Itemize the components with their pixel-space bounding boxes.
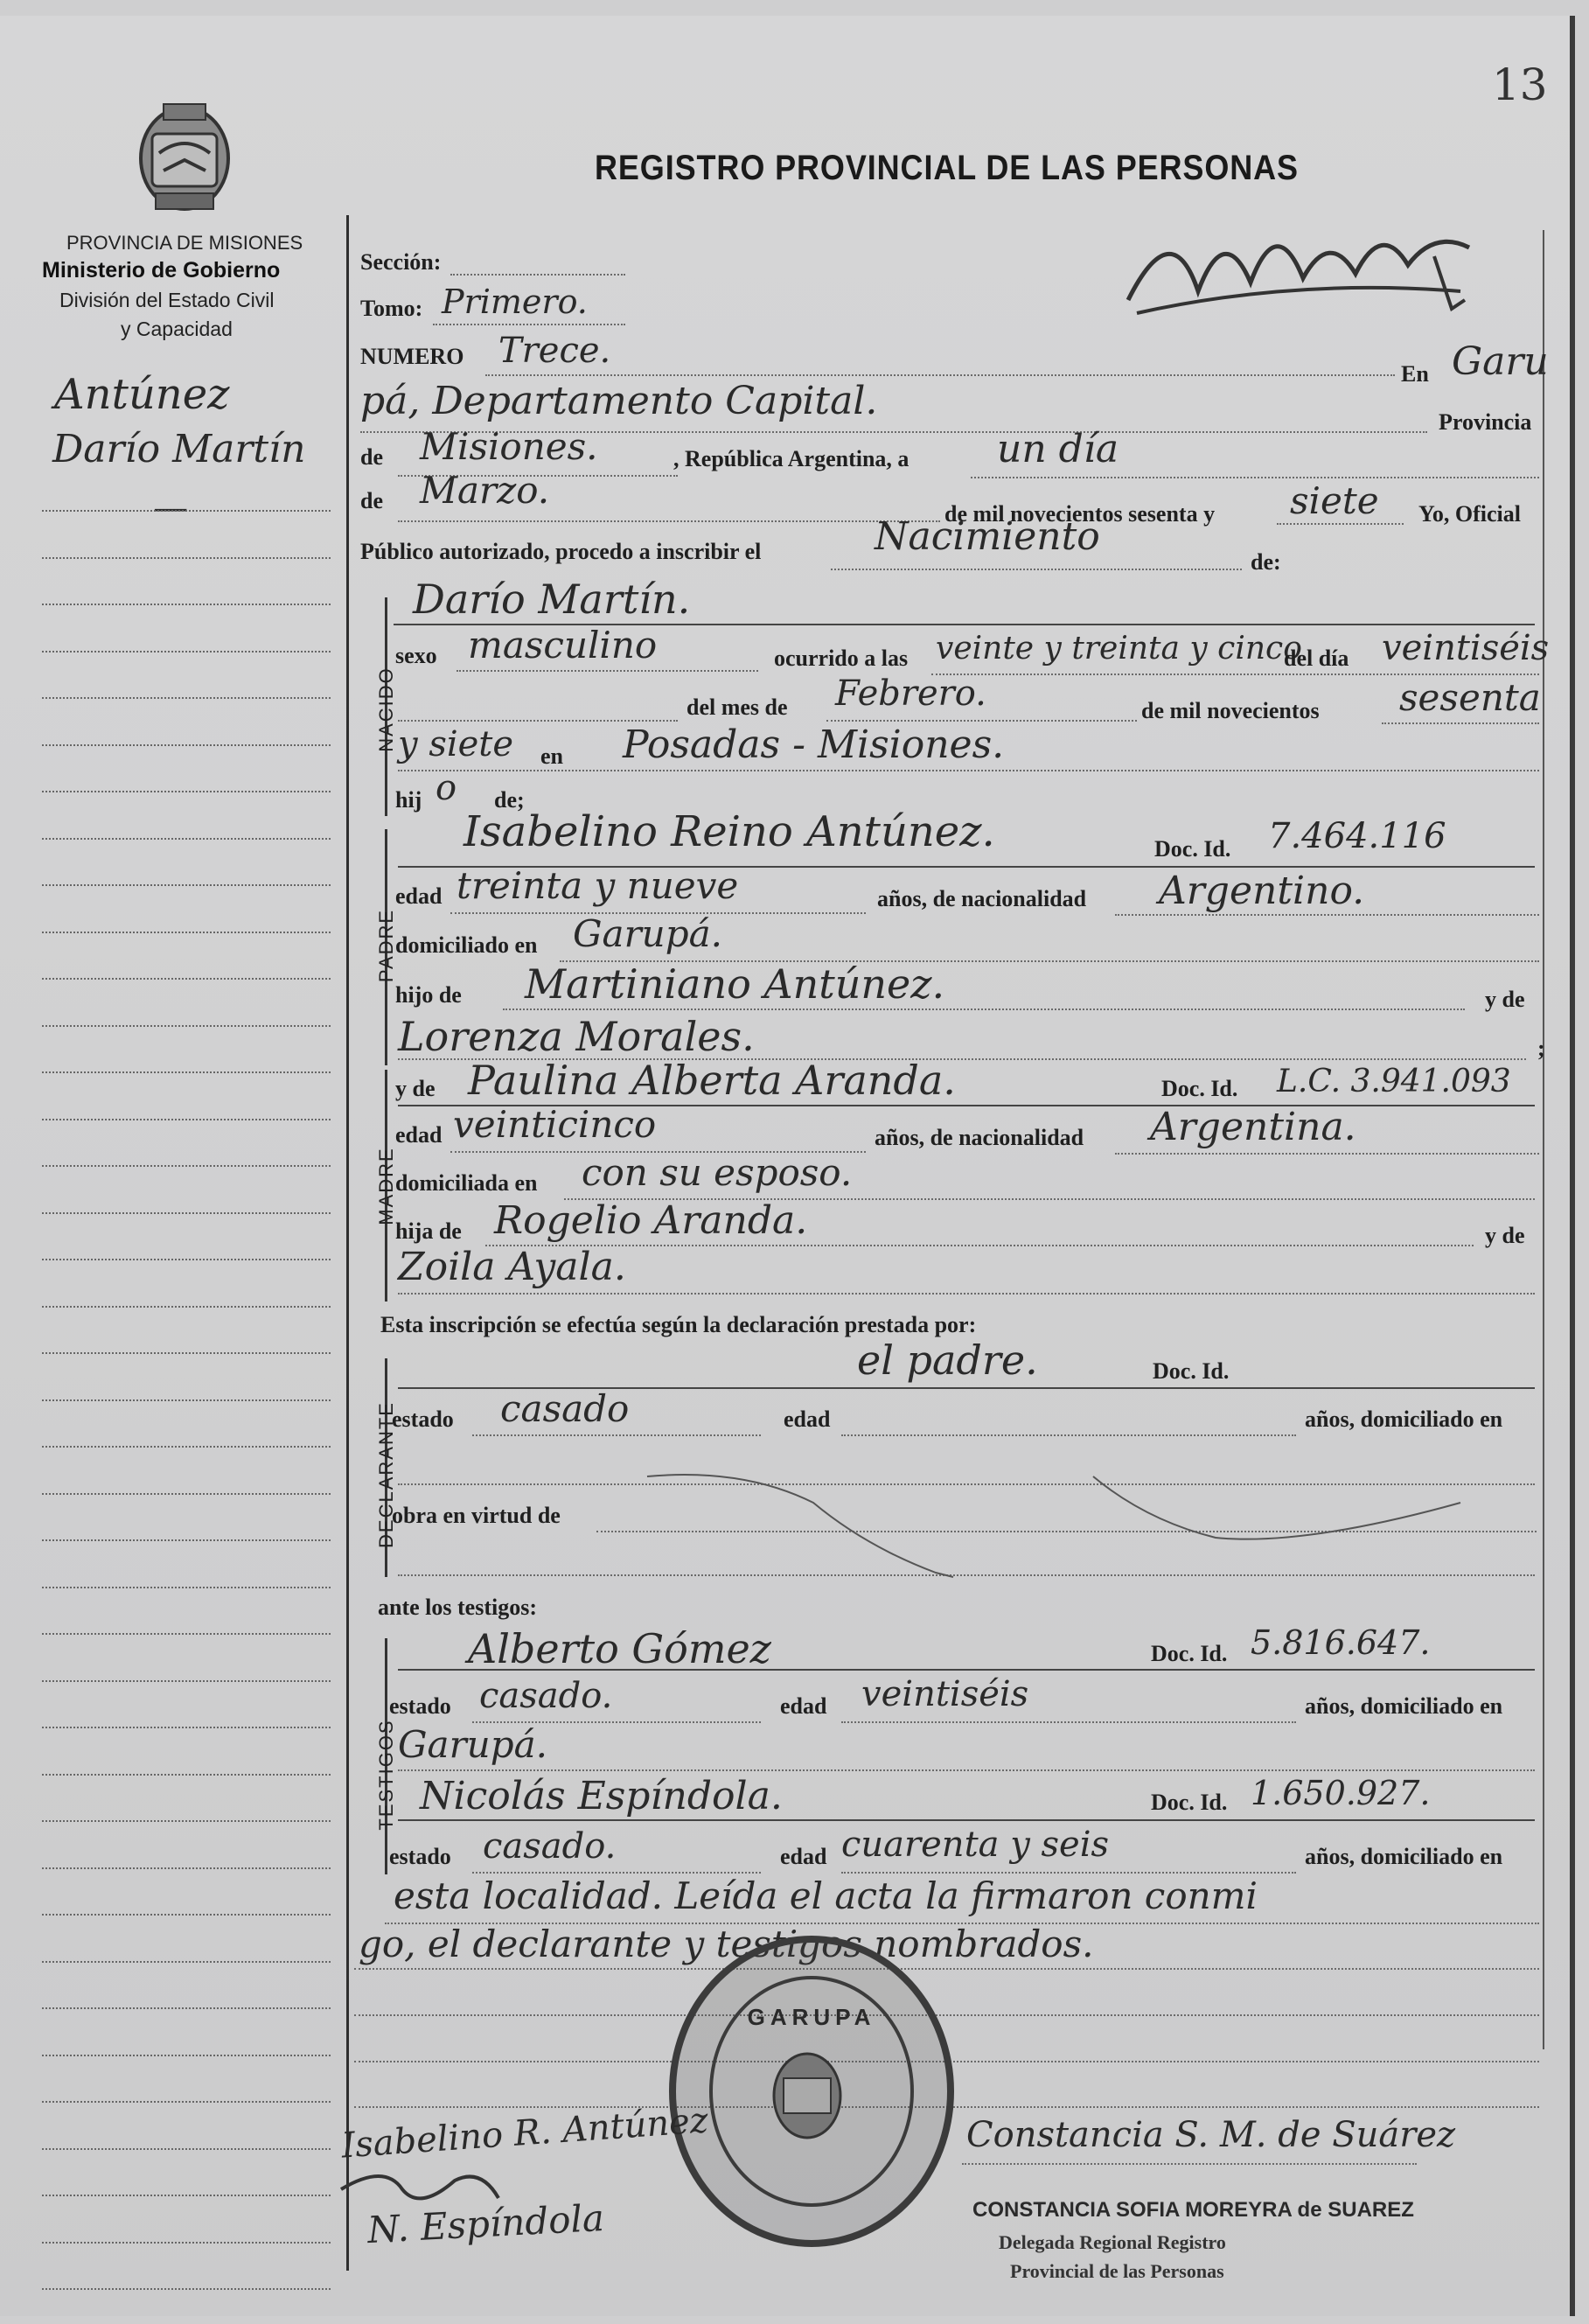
testigo2-doc-value: 1.650.927.	[1251, 1774, 1431, 1812]
margin-ruled-line	[42, 1071, 331, 1073]
form-right-border	[1543, 230, 1544, 2049]
margin-dash: —	[153, 488, 188, 528]
birth-certificate	[0, 16, 1575, 2316]
testigo2-line	[398, 1819, 1535, 1821]
cierre-line-2	[354, 1968, 1539, 1970]
ministry-name: Ministerio de Gobierno	[42, 258, 281, 283]
sexo-label: sexo	[395, 643, 437, 668]
testigo2-edad-line	[841, 1872, 1296, 1874]
madre-padre-line	[485, 1245, 1474, 1246]
mes-nac-value: Febrero.	[835, 673, 986, 714]
margin-ruled-line	[42, 1727, 331, 1728]
hij-label: hij	[395, 787, 422, 813]
declarante-estado-line	[472, 1434, 761, 1436]
testigo1-edad-label: edad	[780, 1693, 827, 1719]
margin-ruled-line	[42, 510, 331, 512]
testigo1-dom-value: Garupá.	[398, 1723, 547, 1766]
de-label-1: de	[360, 444, 383, 470]
de-semi-label: de;	[494, 787, 525, 813]
margin-ruled-line	[42, 1259, 331, 1260]
padre-nac-value: Argentino.	[1159, 869, 1365, 913]
anio-nac-value-2: y siete	[398, 724, 514, 764]
margin-ruled-line	[42, 1774, 331, 1776]
testigo1-nombre-value: Alberto Gómez	[468, 1625, 771, 1672]
division-line-2: y Capacidad	[121, 318, 233, 340]
margin-ruled-line	[42, 1820, 331, 1822]
ante-label: ante los testigos:	[378, 1595, 537, 1620]
declarante-estado-label: estado	[392, 1406, 454, 1432]
del-mes-label: del mes de	[686, 694, 788, 720]
margin-ruled-line	[42, 884, 331, 886]
margin-ruled-line	[42, 2007, 331, 2009]
margin-ruled-line	[42, 1352, 331, 1354]
testigo2-edad-label: edad	[780, 1844, 827, 1869]
madre-doc-label: Doc. Id.	[1161, 1076, 1238, 1101]
mes-nac-line	[826, 720, 1137, 722]
declarante-edad-line	[841, 1434, 1296, 1436]
padre-edad-label: edad	[395, 883, 443, 909]
madre-dom-label: domiciliada en	[395, 1170, 538, 1196]
margin-ruled-line	[42, 1867, 331, 1869]
tomo-label: Tomo:	[360, 296, 423, 321]
lugar-nac-value: Posadas - Misiones.	[623, 722, 1005, 767]
margin-ruled-line	[42, 1539, 331, 1541]
testigo2-dom-label: años, domiciliado en	[1305, 1844, 1503, 1869]
madre-side-label: MADRE	[375, 1147, 397, 1225]
mes-nac-lead-line	[398, 720, 678, 722]
margin-surname: Antúnez	[54, 370, 230, 419]
testigo1-estado-value: casado.	[479, 1676, 613, 1716]
division-line-1: División del Estado Civil	[59, 289, 275, 311]
registration-signature	[1119, 195, 1487, 326]
inscripcion-label: Esta inscripción se efectúa según la declaración prestada por:	[380, 1312, 977, 1337]
margin-ruled-line	[42, 1680, 331, 1682]
republica-label: , República Argentina, a	[673, 446, 909, 471]
margin-ruled-line	[42, 651, 331, 653]
en-label: En	[1401, 361, 1429, 387]
cierre-line-1-value: esta localidad. Leída el acta la firmaron conmi	[394, 1874, 1258, 1917]
testigo1-edad-value: veintiséis	[861, 1674, 1029, 1714]
de-colon-label: de:	[1251, 549, 1281, 575]
testigo2-estado-value: casado.	[483, 1826, 617, 1867]
margin-ruled-line	[42, 2101, 331, 2103]
numero-line	[485, 374, 1395, 376]
anio-nac-value-1: sesenta	[1399, 676, 1541, 719]
padre-dom-label: domiciliado en	[395, 932, 538, 958]
witness-signature: N. Espíndola	[366, 2195, 606, 2252]
madre-hija-de-label: hija de	[395, 1218, 462, 1244]
padre-doc-value: 7.464.116	[1268, 816, 1446, 856]
testigo1-edad-line	[841, 1721, 1296, 1723]
madre-nac-line	[1115, 1153, 1539, 1155]
registry-title: REGISTRO PROVINCIAL DE LAS PERSONAS	[595, 149, 1299, 187]
padre-hijo-de-label: hijo de	[395, 982, 462, 1008]
madre-edad-label: edad	[395, 1122, 443, 1148]
margin-ruled-line	[42, 1025, 331, 1027]
margin-ruled-line	[42, 1587, 331, 1588]
tomo-value: Primero.	[442, 283, 588, 321]
madre-dom-value: con su esposo.	[582, 1151, 853, 1194]
margin-ruled-line	[42, 2288, 331, 2290]
padre-nombre-value: Isabelino Reino Antúnez.	[463, 807, 995, 856]
margin-ruled-line	[42, 1493, 331, 1495]
provincia-label: Provincia	[1439, 409, 1532, 435]
declarante-estado-value: casado	[500, 1387, 630, 1430]
margin-ruled-line	[42, 1212, 331, 1214]
declarante-cancel-stroke	[638, 1468, 1495, 1581]
dia-value: un día	[997, 427, 1119, 471]
testigos-side-label: TESTIGOS	[375, 1719, 397, 1831]
padre-side-label: PADRE	[375, 908, 397, 983]
padre-nac-line	[1115, 914, 1539, 916]
margin-ruled-line	[42, 697, 331, 699]
madre-y-de-end-label: y de	[1485, 1223, 1525, 1248]
testigo1-doc-value: 5.816.647.	[1251, 1623, 1431, 1662]
cierre-line-2-value: go, el declarante y testigos nombrados.	[359, 1923, 1094, 1965]
official-title-2: Provincial de las Personas	[1010, 2260, 1224, 2282]
declarante-dom-label: años, domiciliado en	[1305, 1406, 1503, 1432]
madre-nac-label: años, de nacionalidad	[875, 1125, 1084, 1150]
dia-nac-value: veintiséis	[1382, 628, 1550, 668]
margin-ruled-line	[42, 1119, 331, 1120]
padre-padre-value: Martiniano Antúnez.	[525, 960, 945, 1008]
lugar-value-1: Garu	[1452, 339, 1549, 384]
official-handwritten-signature: Constancia S. M. de Suárez	[966, 2115, 1456, 2155]
sexo-line	[456, 670, 758, 672]
province-emblem	[133, 99, 236, 221]
provincia-value: Misiones.	[420, 425, 598, 468]
madre-doc-value: L.C. 3.941.093	[1277, 1064, 1511, 1099]
stamp-text: GARUPA	[747, 2004, 876, 2030]
declarante-doc-label: Doc. Id.	[1153, 1358, 1230, 1384]
margin-ruled-line	[42, 2148, 331, 2150]
acto-value: Nacimiento	[875, 514, 1100, 559]
madre-nac-value: Argentina.	[1150, 1105, 1356, 1149]
form-divider	[346, 215, 349, 2271]
padre-semicolon: ;	[1537, 1036, 1545, 1061]
official-signature-line	[962, 2163, 1417, 2165]
margin-ruled-line	[42, 1446, 331, 1448]
margin-names: Darío Martín	[52, 427, 306, 471]
testigo1-line	[398, 1669, 1535, 1671]
declarante-side-label: DECLARANTE	[375, 1401, 397, 1548]
hora-value: veinte y treinta y cinco	[936, 631, 1302, 666]
del-dia-label: del día	[1284, 646, 1349, 671]
padre-padre-line	[503, 1008, 1465, 1010]
madre-madre-line	[398, 1293, 1535, 1295]
margin-ruled-line	[42, 1961, 331, 1963]
nacido-side-label: NACIDO	[375, 666, 397, 752]
official-stamp	[669, 1936, 954, 2247]
margin-ruled-line	[42, 791, 331, 792]
obra-label: obra en virtud de	[392, 1503, 561, 1528]
margin-ruled-line	[42, 2195, 331, 2196]
lugar-nac-line	[398, 770, 1539, 771]
father-signature: Isabelino R. Antúnez	[339, 2100, 710, 2167]
lugar-value-2: pá, Departamento Capital.	[360, 379, 878, 423]
nombre-value: Darío Martín.	[413, 576, 691, 623]
anio-value: siete	[1290, 479, 1379, 522]
testigo1-estado-label: estado	[389, 1693, 451, 1719]
testigo2-nombre-value: Nicolás Espíndola.	[420, 1774, 783, 1818]
madre-edad-value: veinticinco	[453, 1103, 657, 1146]
padre-nac-label: años, de nacionalidad	[877, 886, 1087, 911]
declarante-edad-label: edad	[784, 1406, 831, 1432]
madre-y-de-label: y de	[395, 1076, 436, 1101]
testigo1-dom-label: años, domiciliado en	[1305, 1693, 1503, 1719]
numero-value: Trece.	[498, 331, 611, 371]
yo-oficial-label: Yo, Oficial	[1418, 501, 1521, 527]
en-lugar-label: en	[540, 743, 563, 769]
seccion-line	[450, 274, 625, 276]
anio-line	[1277, 523, 1404, 525]
dia-line	[971, 477, 1539, 478]
margin-ruled-line	[42, 557, 331, 559]
margin-ruled-line	[42, 2055, 331, 2056]
declarante-value: el padre.	[857, 1336, 1038, 1384]
margin-ruled-line	[42, 978, 331, 980]
mes-value: Marzo.	[420, 469, 550, 512]
margin-ruled-line	[42, 1399, 331, 1401]
margin-ruled-line	[42, 838, 331, 840]
madre-madre-value: Zoila Ayala.	[398, 1245, 626, 1289]
margin-ruled-line	[42, 604, 331, 605]
margin-ruled-line	[42, 744, 331, 746]
testigo2-doc-label: Doc. Id.	[1151, 1790, 1228, 1815]
margin-ruled-line	[42, 1633, 331, 1635]
de-label-2: de	[360, 488, 383, 513]
hora-line	[931, 673, 1539, 675]
testigo1-dom-line	[398, 1769, 1535, 1771]
mes-line	[398, 520, 940, 522]
padre-dom-value: Garupá.	[573, 912, 722, 955]
stamp-emblem	[768, 2048, 847, 2144]
de-mil-nov-label: de mil novecientos	[1141, 698, 1320, 723]
padre-doc-label: Doc. Id.	[1154, 836, 1231, 862]
numero-label: NUMERO	[360, 344, 464, 369]
testigo1-doc-label: Doc. Id.	[1151, 1641, 1228, 1666]
padre-madre-value: Lorenza Morales.	[398, 1013, 755, 1060]
publico-label: Público autorizado, procedo a inscribir el	[360, 539, 762, 564]
margin-ruled-line	[42, 1914, 331, 1916]
acto-line	[831, 569, 1242, 570]
official-name: CONSTANCIA SOFIA MOREYRA de SUAREZ	[972, 2198, 1414, 2222]
hijo-suffix-value: o	[436, 768, 457, 808]
testigo2-estado-line	[472, 1872, 761, 1874]
ocurrido-label: ocurrido a las	[774, 646, 909, 671]
testigo2-edad-value: cuarenta y seis	[841, 1825, 1110, 1865]
madre-nombre-value: Paulina Alberta Aranda.	[468, 1057, 956, 1104]
testigo2-estado-label: estado	[389, 1844, 451, 1869]
seccion-label: Sección:	[360, 249, 442, 275]
margin-ruled-line	[42, 1306, 331, 1308]
padre-edad-value: treinta y nueve	[456, 864, 739, 907]
margin-ruled-line	[42, 932, 331, 933]
sexo-value: masculino	[468, 624, 658, 666]
de-mil-label: de mil novecientos sesenta y	[944, 501, 1216, 527]
margin-ruled-line	[42, 2242, 331, 2244]
anio-nac-line	[1382, 722, 1539, 724]
padre-y-de-label: y de	[1485, 987, 1525, 1012]
margin-ruled-line	[42, 1165, 331, 1167]
province-name: PROVINCIA DE MISIONES	[66, 232, 303, 254]
page-number: 13	[1492, 59, 1548, 110]
madre-padre-value: Rogelio Aranda.	[494, 1198, 808, 1243]
tomo-line	[433, 324, 625, 325]
official-title-1: Delegada Regional Registro	[999, 2231, 1226, 2253]
